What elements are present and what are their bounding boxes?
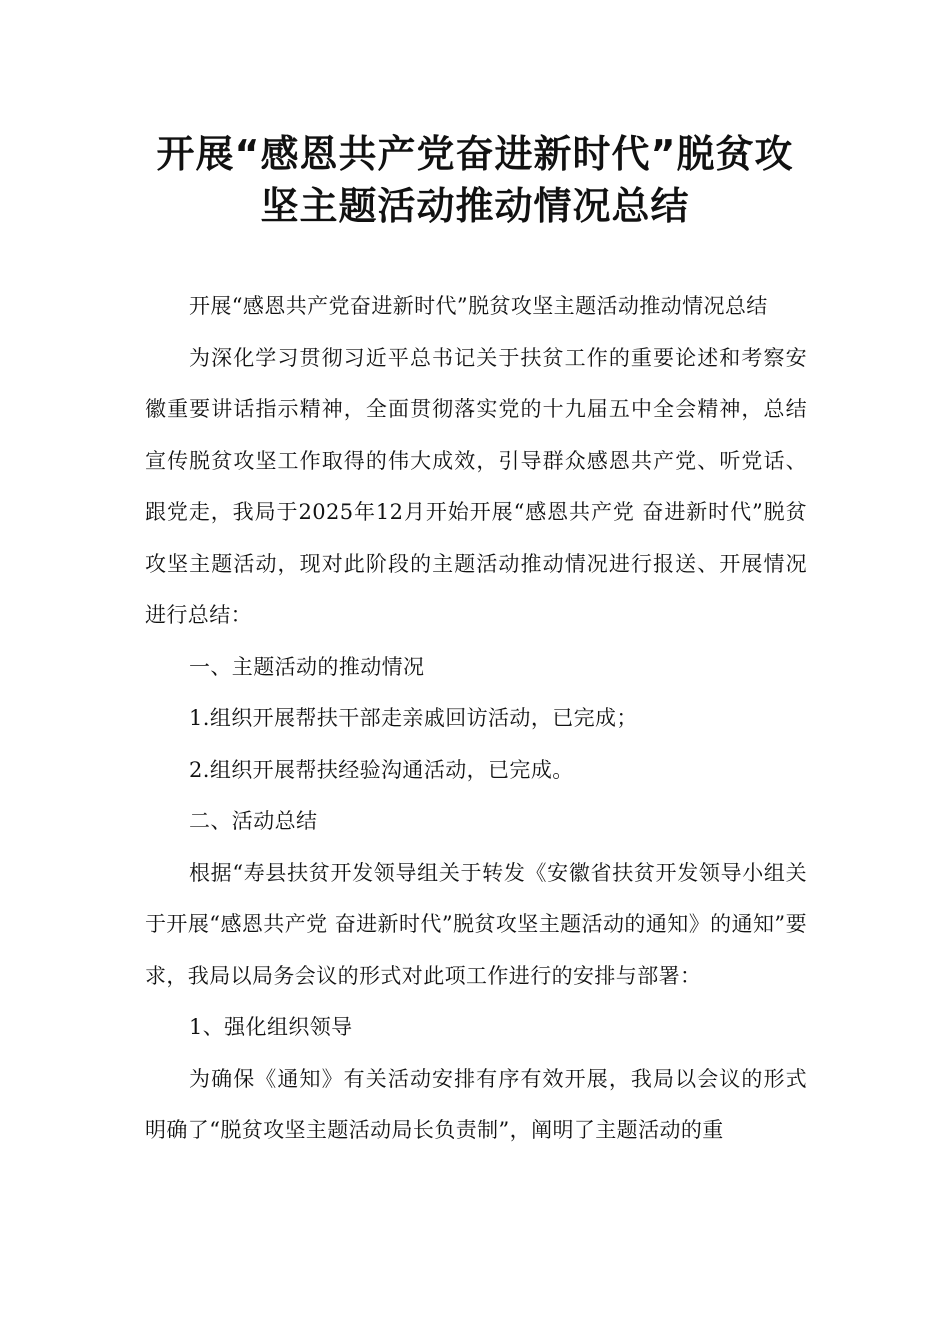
paragraph-subtitle: 开展“感恩共产党奋进新时代”脱贫攻坚主题活动推动情况总结 <box>189 294 768 318</box>
section-heading-2: 二、活动总结 <box>189 809 318 833</box>
paragraph-intro: 为深化学习贯彻习近平总书记关于扶贫工作的重要论述和考察安徽重要讲话指示精神，全面贯彻落实党的十九届五中全会精神，总结宣传脱贫攻坚工作取得的伟大成效，引导群众感恩共产党、听党话、跟党走，我局于2025年12月开始开展“感恩共产党 奋进新时代”脱贫攻坚主题活动，现对此阶段的主题活动推动情况进行报送、开展情况进行总结： <box>145 345 807 627</box>
title-line-2: 坚主题活动推动情况总结 <box>260 184 690 228</box>
title-line-1: 开展“感恩共产党奋进新时代”脱贫攻 <box>156 132 794 176</box>
document-title <box>120 128 830 232</box>
list-item-2: 2.组织开展帮扶经验沟通活动，已完成。 <box>189 757 574 782</box>
paragraph-leadership: 为确保《通知》有关活动安排有序有效开展，我局以会议的形式明确了“脱贫攻坚主题活动局长负责制”，阐明了主题活动的重 <box>145 1066 807 1142</box>
subsection-heading-1: 1、强化组织领导 <box>189 1015 353 1039</box>
paragraph-basis: 根据“寿县扶贫开发领导组关于转发《安徽省扶贫开发领导小组关于开展“感恩共产党 奋进新时代”脱贫攻坚主题活动的通知》的通知”要求，我局以局务会议的形式对此项工作进行的安排与部署： <box>145 860 807 988</box>
document-body <box>145 281 807 1157</box>
list-item-1: 1.组织开展帮扶干部走亲戚回访活动，已完成； <box>189 706 638 730</box>
section-heading-1: 一、主题活动的推动情况 <box>189 654 425 679</box>
